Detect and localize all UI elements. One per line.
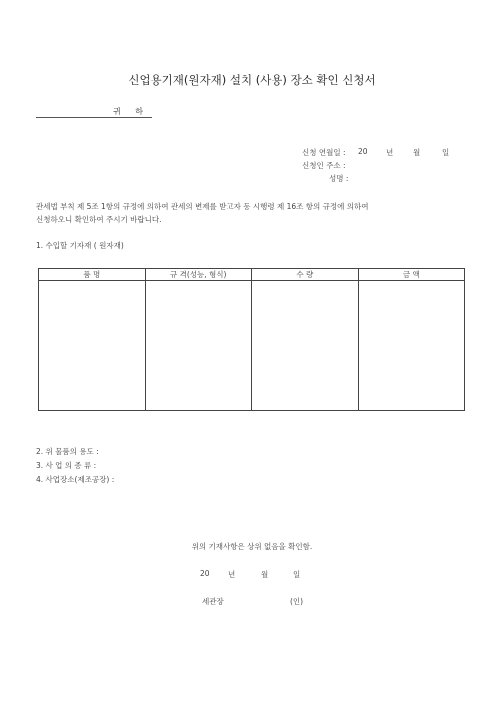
customs-head-label: 세관장 <box>202 597 224 606</box>
table-header-specification: 규 격(성능, 형식) <box>145 269 252 281</box>
table-row <box>39 281 465 411</box>
confirmation-statement: 위의 기재사항은 상위 없음을 확인함. <box>191 542 313 551</box>
body-text-line-1: 관세법 부칙 제 5조 1항의 규정에 의하여 관세의 변제를 받고자 동 시행령 제 16조 항의 규정에 의하여 <box>36 202 369 211</box>
application-date-label: 신청 연월일 : <box>302 148 346 157</box>
table-cell <box>252 281 359 411</box>
table-header-row <box>39 269 465 281</box>
table-cell <box>358 281 465 411</box>
confirmation-date-year-label: 년 <box>228 570 236 579</box>
confirmation-date-month-label: 월 <box>261 570 269 579</box>
seal-mark: (인) <box>290 597 304 606</box>
application-date-year-label: 년 <box>386 148 394 157</box>
application-date-day-label: 일 <box>442 148 450 157</box>
section-1-heading: 1. 수입할 기자재 ( 원자재) <box>36 241 124 250</box>
form-title: 신업용기재(원자재) 설치 (사용) 장소 확인 신청서 <box>128 73 376 87</box>
applicant-name-label: 성명 : <box>329 174 349 183</box>
items-table <box>38 268 465 411</box>
recipient-suffix: 귀 하 <box>113 107 149 116</box>
table-header-amount: 금 액 <box>358 269 465 281</box>
confirmation-date-year-prefix: 20 <box>200 569 210 578</box>
section-3-business-type: 3. 사 업 의 종 류 : <box>36 461 97 470</box>
body-text-line-2: 신청하오니 확인하여 주시기 바랍니다. <box>36 215 162 224</box>
table-header-item-name: 품 명 <box>39 269 146 281</box>
table-cell <box>145 281 252 411</box>
section-2-usage: 2. 위 물품의 용도 : <box>36 447 99 456</box>
table-header-quantity: 수 량 <box>252 269 359 281</box>
section-4-business-location: 4. 사업장소(제조공장) : <box>36 475 115 484</box>
application-date-month-label: 월 <box>413 148 421 157</box>
applicant-address-label: 신청인 주소 : <box>302 161 346 170</box>
application-date-year-prefix: 20 <box>358 147 368 156</box>
recipient-underline <box>36 117 152 118</box>
confirmation-date-day-label: 일 <box>293 570 301 579</box>
table-cell <box>39 281 146 411</box>
